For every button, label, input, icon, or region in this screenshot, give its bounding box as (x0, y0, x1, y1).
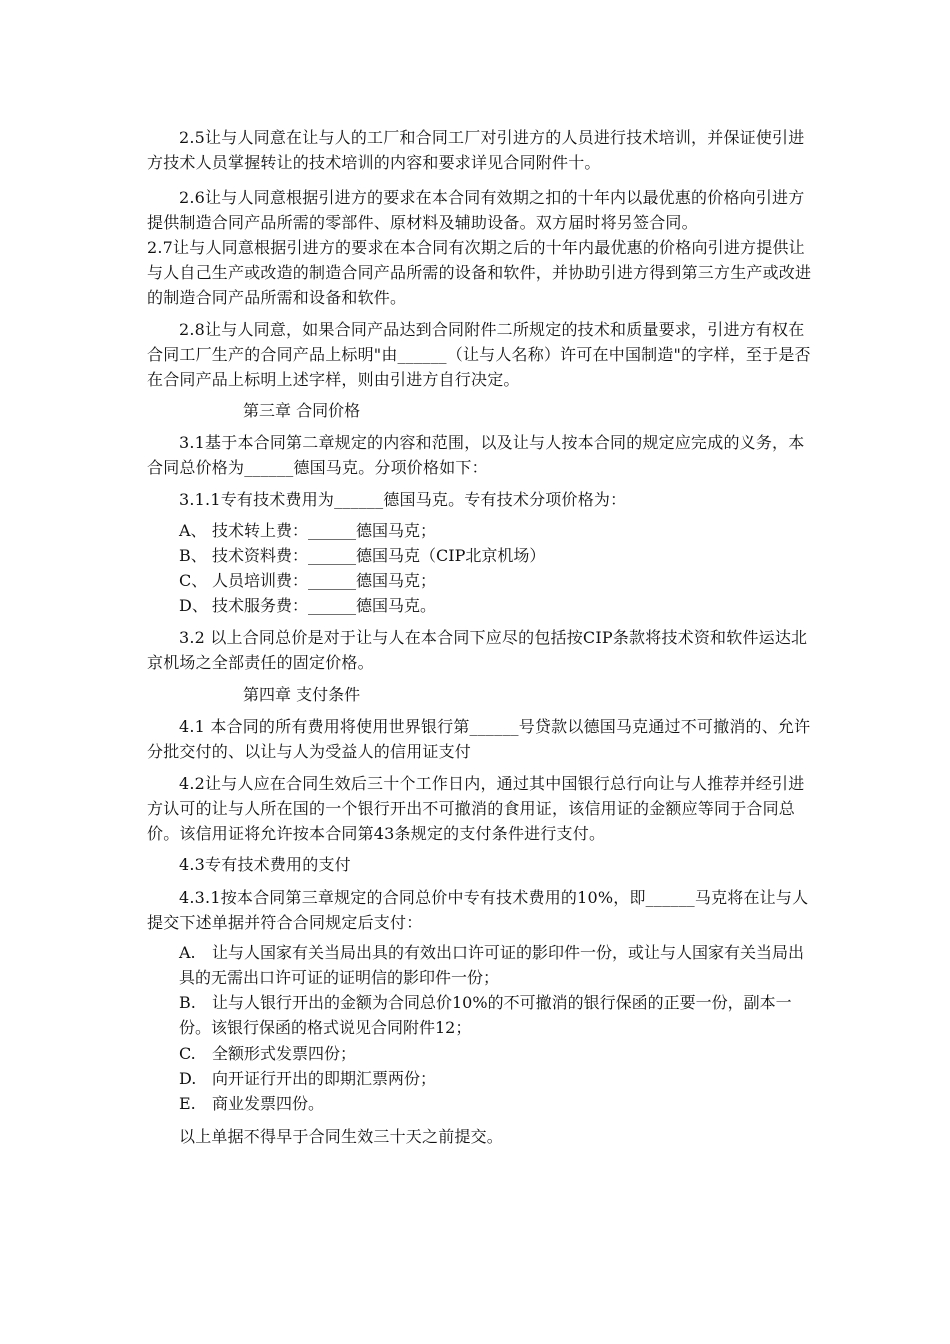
clause-2-6: 2.6让与人同意根据引进方的要求在本合同有效期之扣的十年内以最优惠的价格向引进方提供制造合同产品所需的零部件、原材料及辅助设备。双方届时将另签合同。 (147, 188, 805, 232)
chapter-3-heading: 第三章 合同价格 (243, 401, 361, 420)
document-item-b (179, 990, 812, 1040)
closing-note: 以上单据不得早于合同生效三十天之前提交。 (179, 1127, 504, 1146)
document-item-e (179, 1091, 324, 1116)
price-item-d (179, 593, 436, 618)
item-text: 人员培训费：______德国马克； (212, 571, 437, 590)
item-label: A. (179, 943, 196, 962)
item-text: 全额形式发票四份； (212, 1044, 357, 1063)
item-text: 向开证行开出的即期汇票两份； (212, 1069, 437, 1088)
item-text: 让与人国家有关当局出具的有效出口许可证的影印件一份，或让与人国家有关当局出具的无需出口许可证的证明信的影印件一份； (179, 943, 805, 987)
document-item-d (179, 1066, 436, 1091)
item-label: E. (179, 1094, 196, 1113)
item-text: 技术资料费：______德国马克（CIP北京机场） (212, 546, 546, 565)
clause-4-3-1: 4.3.1按本合同第三章规定的合同总价中专有技术费用的10%，即______马克将在让与人提交下述单据并符合合同规定后支付： (147, 888, 809, 932)
clause-3-2: 3.2 以上合同总价是对于让与人在本合同下应尽的包括按CIP条款将技术资和软件运达北京机场之全部责任的固定价格。 (147, 628, 808, 672)
price-item-c (179, 568, 436, 593)
document-item-c (179, 1041, 356, 1066)
item-text: 技术服务费：______德国马克。 (212, 596, 437, 615)
item-text: 让与人银行开出的金额为合同总价10%的不可撤消的银行保函的正要一份，副本一份。该银行保函的格式说见合同附件12； (179, 993, 792, 1037)
clause-4-3: 4.3专有技术费用的支付 (179, 855, 351, 874)
clause-3-1: 3.1基于本合同第二章规定的内容和范围，以及让与人按本合同的规定应完成的义务，本合同总价格为______德国马克。分项价格如下： (147, 433, 805, 477)
item-label: C. (179, 1044, 196, 1063)
item-label: C、 (179, 571, 208, 590)
clause-3-1-1: 3.1.1专有技术费用为______德国马克。专有技术分项价格为： (179, 490, 627, 509)
item-label: B. (179, 993, 196, 1012)
clause-4-2: 4.2让与人应在合同生效后三十个工作日内，通过其中国银行总行向让与人推荐并经引进方认可的让与人所在国的一个银行开出不可撤消的食用证，该信用证的金额应等同于合同总价。该信用证将允许按本合同第43条规定的支付条件进行支付。 (147, 774, 805, 843)
item-text: 技术转上费：______德国马克； (212, 521, 437, 540)
item-label: B、 (179, 546, 207, 565)
item-label: D. (179, 1069, 197, 1088)
item-label: D、 (179, 596, 208, 615)
clause-2-8: 2.8让与人同意，如果合同产品达到合同附件二所规定的技术和质量要求，引进方有权在合同工厂生产的合同产品上标明"由______（让与人名称）许可在中国制造"的字样，至于是否在合同产品上标明上述字样，则由引进方自行决定。 (147, 320, 811, 389)
item-text: 商业发票四份。 (212, 1094, 325, 1113)
clause-2-5: 2.5让与人同意在让与人的工厂和合同工厂对引进方的人员进行技术培训，并保证使引进方技术人员掌握转让的技术培训的内容和要求详见合同附件十。 (147, 128, 805, 172)
item-label: A、 (179, 521, 207, 540)
clause-2-7: 2.7让与人同意根据引进方的要求在本合同有次期之后的十年内最优惠的价格向引进方提供让与人自己生产或改造的制造合同产品所需的设备和软件，并协助引进方得到第三方生产或改进的制造合同产品所需和设备和软件。 (147, 238, 812, 307)
price-item-a (179, 518, 436, 543)
chapter-4-heading: 第四章 支付条件 (243, 685, 361, 704)
clause-4-1: 4.1 本合同的所有费用将使用世界银行第______号贷款以德国马克通过不可撤消的、允许分批交付的、以让与人为受益人的信用证支付 (147, 717, 811, 761)
price-item-b (179, 543, 545, 568)
document-item-a (179, 940, 812, 990)
